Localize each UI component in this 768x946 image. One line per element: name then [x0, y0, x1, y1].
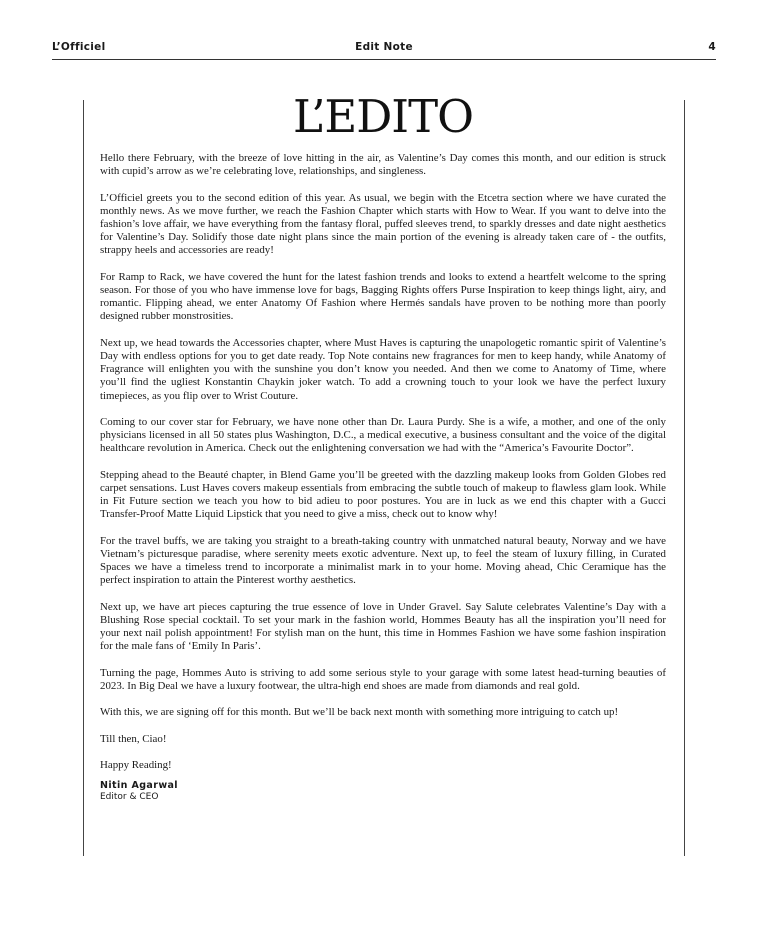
page-title: L’EDITO [292, 90, 473, 143]
page-number: 4 [708, 41, 716, 53]
paragraph: For Ramp to Rack, we have covered the hunt for the latest fashion trends and looks to extend a heartfelt welcome to the spring season. For those of you who have immense love for bags, Bagging Rights offers Purse Inspiration to keep things light, airy, and romantic. Flipping ahead, we enter Anatomy Of Fashion where Hermés sandals have proven to be nothing more than poorly designed rubber monstrosities. [100, 270, 666, 323]
paragraph: Coming to our cover star for February, we have none other than Dr. Laura Purdy. She is a wife, a mother, and one of the only physicians licensed in all 50 states plus Washington, D.C., a medical executive, a business consultant and the voice of the digital healthcare revolution in America. Check out the enlightening conversation we had with the “America’s Favourite Doctor”. [100, 416, 666, 455]
paragraph: With this, we are signing off for this month. But we’ll be back next month with something more intriguing to catch up! [100, 706, 619, 719]
signature-title: Editor & CEO [100, 792, 159, 803]
editorial-body [100, 152, 666, 803]
paragraph: Till then, Ciao! [100, 732, 167, 745]
header-divider [52, 59, 716, 60]
section-name: Edit Note [355, 41, 413, 53]
paragraph: Happy Reading! [100, 759, 172, 772]
paragraph: Next up, we head towards the Accessories chapter, where Must Haves is capturing the unapologetic romantic spirit of Valentine’s Day with endless options for you to get date ready. Top Note contains new fragrances for men to keep handy, while Anatomy of Fragrance will enlighten you with the sunshine you don’t know you needed. And then we come to Anatomy of Time, where you’ll find the ugliest Konstantin Chaykin joker watch. To add a crowning touch to your look we have the perfect luxury timepieces, as you flip over to Wrist Couture. [100, 336, 666, 402]
paragraph: For the travel buffs, we are taking you straight to a breath-taking country with unmatched natural beauty, Norway and we have Vietnam’s picturesque paradise, where serenity meets exotic adventure. Next up, to feel the steam of luxury filling, in Curated Spaces we have a timeless trend to incorporate a minimalist mark in to your home. Moving ahead, Chic Ceramique has the perfect inspiration to attain the Pinterest worthy aesthetics. [100, 534, 666, 587]
brand-name: L’Officiel [52, 41, 106, 53]
left-border-line [83, 100, 84, 856]
right-border-line [684, 100, 685, 856]
paragraph: Stepping ahead to the Beauté chapter, in Blend Game you’ll be greeted with the dazzling makeup looks from Golden Globes red carpet sensations. Lust Haves covers makeup essentials from embracing the subtle touch of makeup to flawless glam look. While in Fit Future section we teach you how to bid adieu to poor postures. You are in luck as we end this chapter with a Gucci Transfer-Proof Matte Liquid Lipstick that you need to give a miss, check out to know why! [100, 468, 666, 521]
paragraph: Next up, we have art pieces capturing the true essence of love in Under Gravel. Say Salute celebrates Valentine’s Day with a Blushing Rose special cocktail. To set your mark in the fashion world, Hommes Beauty has all the inspiration you’ll need for your next nail polish appointment! For stylish man on the hunt, this time in Hommes Fashion we have some fashion inspiration for the male fans of ‘Emily In Paris’. [100, 600, 666, 653]
paragraph: Turning the page, Hommes Auto is striving to add some serious style to your garage with some latest head-turning beauties of 2023. In Big Deal we have a luxury footwear, the ultra-high end shoes are made from diamonds and real gold. [100, 666, 666, 692]
page-header [52, 41, 716, 55]
paragraph: Hello there February, with the breeze of love hitting in the air, as Valentine’s Day comes this month, and our edition is struck with cupid’s arrow as we’re celebrating love, relationships, and singleness. [100, 152, 666, 178]
paragraph: L’Officiel greets you to the second edition of this year. As usual, we begin with the Etcetra section where we have curated the monthly news. As we move further, we reach the Fashion Chapter which starts with How to Wear. If you want to delve into the fashion’s love affair, we have everything from the fantasy floral, puffed sleeves trend, to sparkly dresses and date night aesthetics for Valentine’s Day. Solidify those date night plans since the main portion of the evening is already taken care of - the outfits, strappy heels and accessories are ready! [100, 191, 666, 257]
signature-name: Nitin Agarwal [100, 780, 178, 792]
